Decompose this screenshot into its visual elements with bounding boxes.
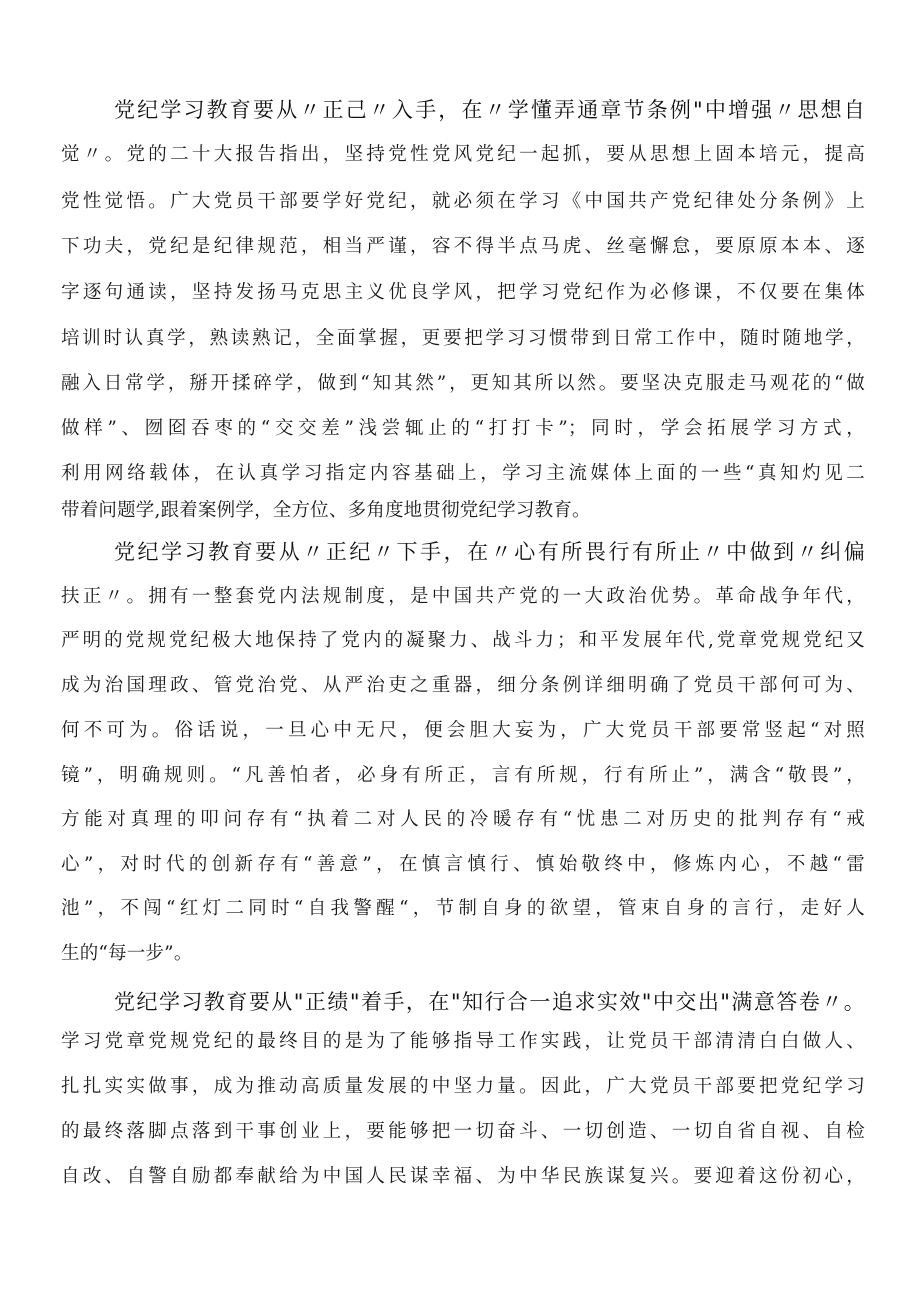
paragraph-3-line-4: 的最终落脚点落到干事创业上，要能够把一切奋斗、一切创造、一切自省自视、自检 [61, 1121, 865, 1142]
paragraph-2-line-6: 镜”，明确规则。“凡善怕者，必身有所正，言有所规，行有所止”，满含“敬畏”， [61, 765, 865, 786]
paragraph-2-line-3: 严明的党规党纪极大地保持了党内的凝聚力、战斗力；和平发展年代,党章党规党纪又 [61, 630, 865, 651]
paragraph-1-heading-line: 党纪学习教育要从〃正己〃入手，在〃学懂弄通章节条例"中增强〃思想自 [114, 98, 865, 122]
paragraph-2-line-8: 心”，对时代的创新存有“善意”，在慎言慎行、慎始敬终中，修炼内心，不越“雷 [61, 854, 865, 875]
paragraph-1-line-8: 做样”、囫囵吞枣的“交交差”浅尝辄止的“打打卡”；同时，学会拓展学习方式， [61, 418, 865, 439]
paragraph-1-line-10: 带着问题学,跟着案例学，全方位、多角度地贯彻党纪学习教育。 [61, 500, 591, 521]
paragraph-3-line-3: 扎扎实实做事，成为推动高质量发展的中坚力量。因此，广大党员干部要把党纪学习 [61, 1076, 865, 1097]
paragraph-3-heading-line: 党纪学习教育要从"正绩"着手，在"知行合一追求实效"中交出"满意答卷〃。 [114, 990, 865, 1014]
paragraph-3-line-5: 自改、自警自励都奉献给为中国人民谋幸福、为中华民族谋复兴。要迎着这份初心， [61, 1166, 865, 1187]
paragraph-2-line-7: 方能对真理的叩问存有“执着二对人民的冷暖存有“忧患二对历史的批判存有“戒 [61, 809, 865, 830]
paragraph-2-line-9: 池”，不闯“红灯二同时“自我警醒“，节制自身的欲望，管束自身的言行，走好人 [61, 898, 865, 919]
paragraph-2-line-2: 扶正〃。拥有一整套党内法规制度，是中国共产党的一大政治优势。革命战争年代， [61, 586, 865, 607]
paragraph-1-line-7: 融入日常学，掰开揉碎学，做到“知其然”，更知其所以然。要坚决克服走马观花的“做 [61, 373, 865, 394]
paragraph-1-line-6: 培训时认真学，熟读熟记，全面掌握，更要把学习习惯带到日常工作中，随时随地学， [61, 328, 865, 349]
paragraph-2-line-4: 成为治国理政、管党治党、从严治吏之重器，细分条例详细明确了党员干部何可为、 [61, 675, 865, 696]
paragraph-2-line-10: 生的“每一步”。 [61, 943, 193, 964]
paragraph-3-line-2: 学习党章党规党纪的最终目的是为了能够指导工作实践，让党员干部清清白白做人、 [61, 1031, 865, 1052]
paragraph-2-heading-line: 党纪学习教育要从〃正纪〃下手，在〃心有所畏行有所止〃中做到〃纠偏 [114, 540, 865, 564]
paragraph-2-line-5: 何不可为。俗话说，一旦心中无尺，便会胆大妄为，广大党员干部要常竖起“对照 [61, 720, 865, 741]
paragraph-1-line-4: 下功夫，党纪是纪律规范，相当严谨，容不得半点马虎、丝毫懈怠，要原原本本、逐 [61, 236, 865, 257]
paragraph-1-line-2: 觉〃。党的二十大报告指出，坚持党性党风党纪一起抓，要从思想上固本培元，提高 [61, 144, 865, 165]
paragraph-1-line-9: 利用网络载体，在认真学习指定内容基础上，学习主流媒体上面的一些“真知灼见二 [61, 463, 865, 484]
paragraph-1-line-5: 字逐句通读，坚持发扬马克思主义优良学风，把学习党纪作为必修课，不仅要在集体 [61, 282, 865, 303]
paragraph-1-line-3: 党性觉悟。广大党员干部要学好党纪，就必须在学习《中国共产党纪律处分条例》上 [61, 191, 865, 212]
